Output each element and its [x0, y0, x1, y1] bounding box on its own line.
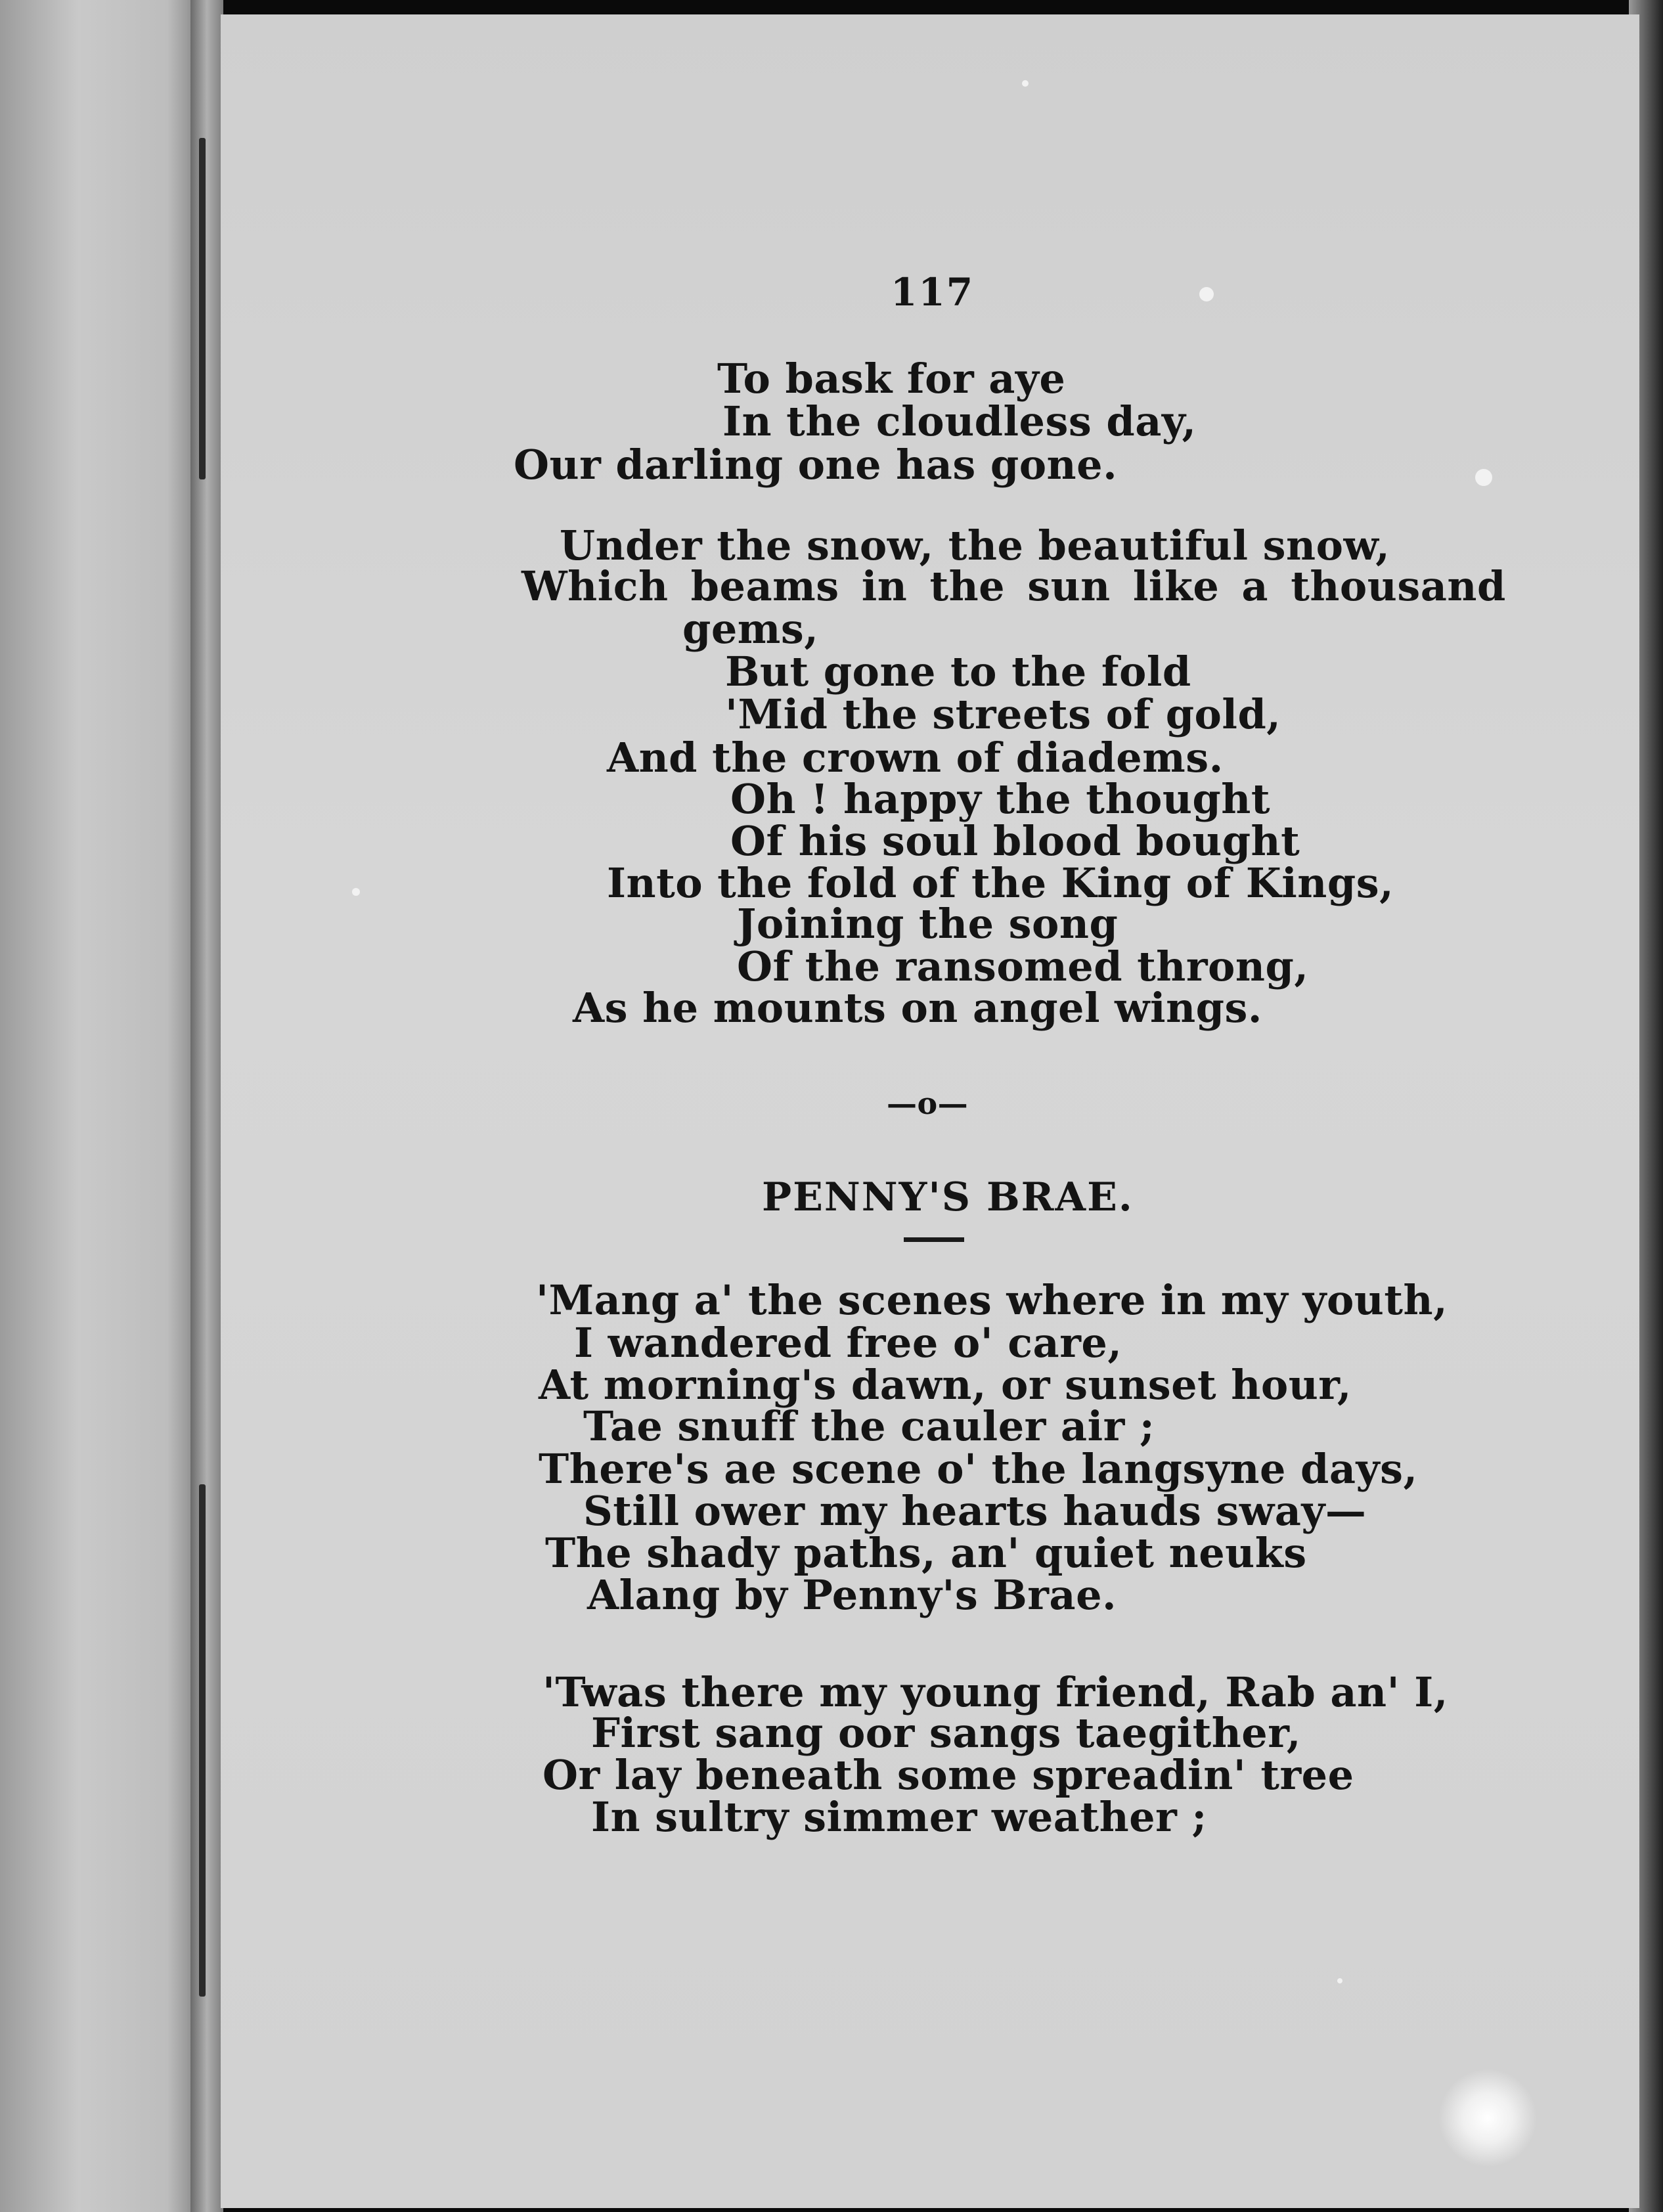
dust-speck [1337, 1978, 1342, 1983]
verse-line: 'Mid the streets of gold, [725, 690, 1281, 738]
verse-line: The shady paths, an' quiet neuks [545, 1529, 1307, 1577]
verse-line: As he mounts on angel wings. [573, 984, 1262, 1032]
verse-line: But gone to the fold [725, 648, 1191, 696]
title-rule [904, 1237, 964, 1242]
verse-line: Of the ransomed throng, [737, 942, 1309, 990]
dust-speck [1022, 80, 1029, 87]
verse-line: In sultry simmer weather ; [591, 1793, 1207, 1841]
verse-line: gems, [682, 605, 819, 653]
verse-line: Tae snuff the cauler air ; [583, 1402, 1155, 1450]
facing-page-edge [0, 0, 197, 2212]
page-text [221, 14, 1639, 2208]
verse-line: Still ower my hearts hauds sway— [583, 1487, 1367, 1535]
dust-speck [1199, 287, 1214, 301]
poem-title: PENNY'S BRAE. [762, 1174, 1134, 1220]
section-separator: —o— [887, 1086, 969, 1121]
verse-line: There's ae scene o' the langsyne days, [539, 1445, 1418, 1493]
binding-stitch [199, 1484, 206, 1997]
verse-line: Joining the song [737, 900, 1119, 948]
dust-speck [1475, 469, 1492, 486]
light-flare [1438, 2069, 1537, 2167]
verse-line: Of his soul blood bought [730, 817, 1300, 865]
binding-stitch [199, 138, 206, 479]
verse-line: Into the fold of the King of Kings, [607, 859, 1394, 907]
page-number: 117 [891, 270, 975, 315]
verse-line: First sang oor sangs taegither, [591, 1709, 1301, 1757]
book-page [221, 14, 1639, 2208]
verse-line: 'Mang a' the scenes where in my youth, [536, 1276, 1448, 1324]
verse-line: 'Twas there my young friend, Rab an' I, [543, 1668, 1448, 1716]
verse-line: I wandered free o' care, [574, 1319, 1122, 1367]
verse-line: At morning's dawn, or sunset hour, [539, 1361, 1352, 1409]
book-gutter [190, 0, 223, 2212]
verse-line: And the crown of diadems. [607, 734, 1224, 782]
verse-line: Alang by Penny's Brae. [587, 1571, 1117, 1619]
verse-line: Oh ! happy the thought [730, 775, 1270, 823]
verse-line: Under the snow, the beautiful snow, [560, 521, 1390, 569]
dust-speck [352, 888, 360, 896]
verse-line: Our darling one has gone. [514, 441, 1118, 489]
verse-line: To bask for aye [717, 355, 1066, 403]
verse-line: In the cloudless day, [722, 397, 1197, 445]
verse-line: Or lay beneath some spreadin' tree [543, 1751, 1354, 1799]
verse-line: Which beams in the sun like a thousand [521, 562, 1506, 610]
